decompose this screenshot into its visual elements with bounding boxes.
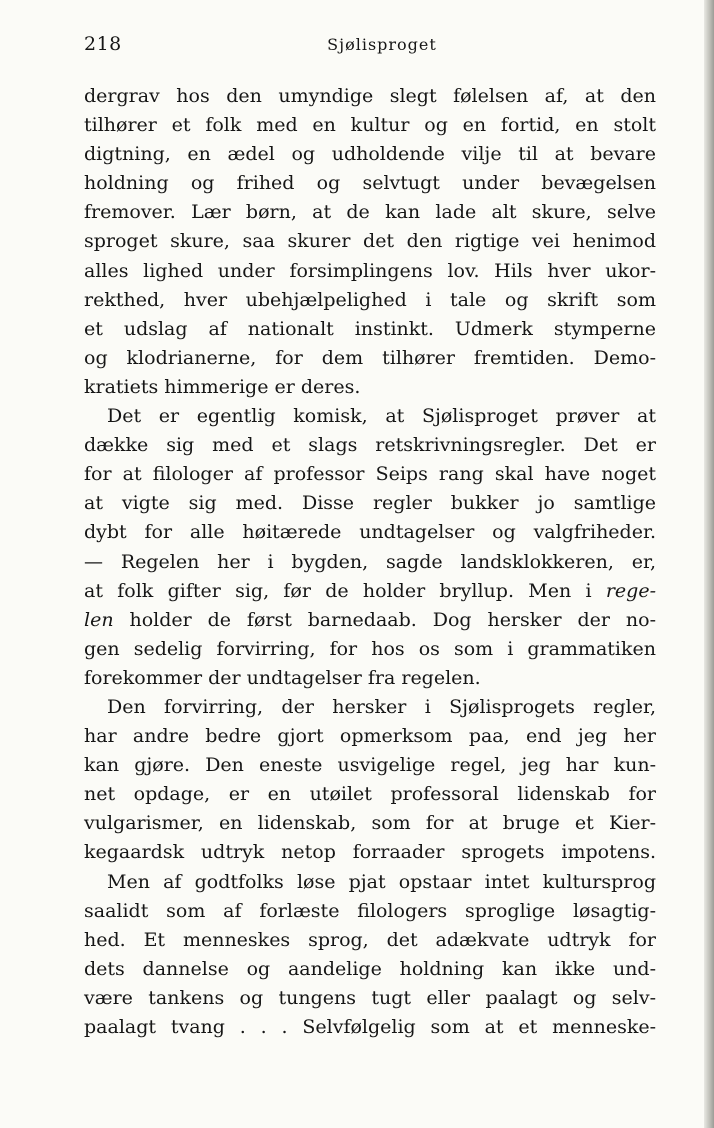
text-line: Men af godtfolks løse pjat opstaar intet kultursprog [107, 870, 656, 893]
page-number: 218 [84, 33, 122, 55]
text-line: for at filologer af professor Seips rang skal have noget [84, 463, 656, 486]
text-line: paalagt tvang . . . Selvfølgelig som at et menneske- [84, 1016, 656, 1038]
text-line: hed. Et menneskes sprog, det adækvate udtryk for [84, 928, 656, 951]
text-line: kratiets himmerige er deres. [84, 375, 361, 398]
text-line: dække sig med et slags retskrivningsregler. Det er [84, 434, 656, 457]
text-line: dets dannelse og aandelige holdning kan ikke und- [84, 957, 656, 980]
page-edge [704, 0, 714, 1128]
text-line: dergrav hos den umyndige slegt følelsen af, at den [84, 85, 656, 107]
text-line: være tankens og tungens tugt eller paalagt og selv- [84, 986, 656, 1009]
body-text [84, 82, 656, 1042]
text-line: alles lighed under forsimplingens lov. Hils hver ukor- [84, 259, 656, 282]
running-title: Sjølisproget [327, 35, 437, 54]
text-line: har andre bedre gjort opmerksom paa, end jeg her [84, 725, 656, 748]
text-line: Den forvirring, der hersker i Sjølisprogets regler, [107, 695, 656, 718]
italic-word: rege- [605, 579, 656, 602]
text-line: Det er egentlig komisk, at Sjølisproget prøver at [107, 405, 656, 428]
text-line [84, 577, 656, 606]
text-line: vulgarismer, en lidenskab, som for at bruge et Kier- [84, 812, 656, 835]
text-line: kan gjøre. Den eneste usvigelige regel, jeg har kun- [84, 754, 656, 777]
text-line [84, 606, 656, 635]
text-line: et udslag af nationalt instinkt. Udmerk stymperne [84, 317, 656, 340]
text-line: saalidt som af forlæste filologers sproglige løsagtig- [84, 899, 656, 922]
page-header [84, 33, 656, 59]
text-line: forekommer der undtagelser fra regelen. [84, 666, 481, 689]
text-line: tilhører et folk med en kultur og en fortid, en stolt [84, 114, 656, 137]
text-line: gen sedelig forvirring, for hos os som i grammatiken [84, 637, 656, 660]
text-line: digtning, en ædel og udholdende vilje til at bevare [84, 143, 656, 166]
text-line: og klodrianerne, for dem tilhører fremtiden. Demo- [84, 346, 656, 369]
text-line: at vigte sig med. Disse regler bukker jo samtlige [84, 492, 656, 515]
italic-word: len [84, 608, 114, 631]
text-line: dybt for alle høitærede undtagelser og valgfriheder. [84, 521, 656, 544]
text-line: holdning og frihed og selvtugt under bevægelsen [84, 172, 656, 195]
text-line: sproget skure, saa skurer det den rigtige vei henimod [84, 230, 656, 253]
text-line: rekthed, hver ubehjælpelighed i tale og skrift som [84, 288, 656, 311]
text-segment: at folk gifter sig, før de holder bryllup. Men i [84, 579, 606, 602]
text-line: — Regelen her i bygden, sagde landsklokkeren, er, [84, 550, 656, 573]
text-line: kegaardsk udtryk netop forraader sprogets impotens. [84, 841, 656, 864]
text-segment: holder de først barnedaab. Dog hersker der no- [113, 608, 656, 631]
text-line: fremover. Lær børn, at de kan lade alt skure, selve [84, 201, 656, 224]
text-line: net opdage, er en utøilet professoral lidenskab for [84, 783, 656, 806]
